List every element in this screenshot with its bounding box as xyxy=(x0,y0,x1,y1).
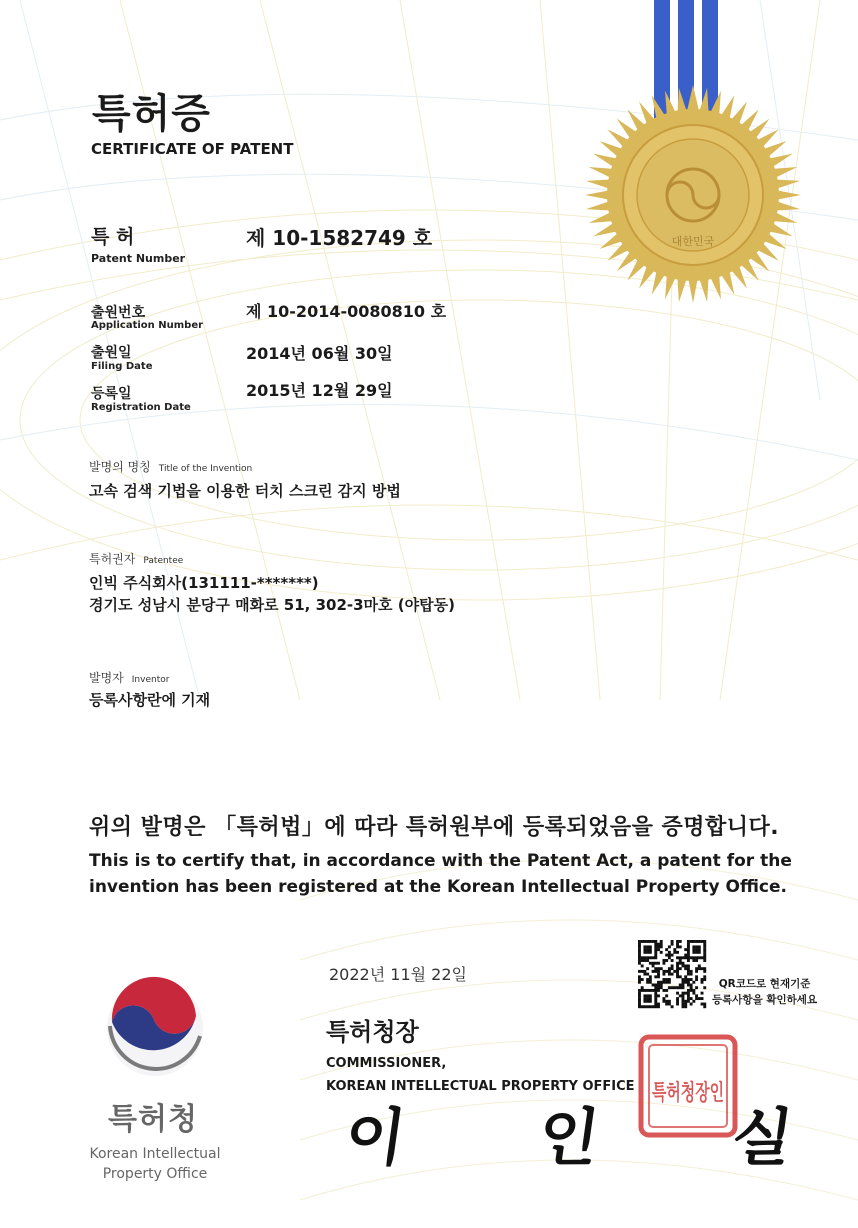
patentee-label xyxy=(89,550,183,567)
registration-date-label-en: Registration Date xyxy=(91,402,191,413)
application-number-value: 제 10-2014-0080810 호 xyxy=(246,302,447,321)
qr-note-line1: QR코드로 현재기준 xyxy=(718,978,811,990)
kipo-name-en xyxy=(82,1144,228,1184)
inventor-value: 등록사항란에 기재 xyxy=(89,691,211,709)
kipo-name-ko: 특허청 xyxy=(108,1102,198,1137)
issue-date: 2022년 11월 22일 xyxy=(329,965,467,984)
patent-number-value: 제 10-1582749 호 xyxy=(246,226,433,250)
kipo-taegeuk-logo xyxy=(104,976,206,1080)
invention-label xyxy=(89,458,252,475)
qr-note-line2: 등록사항을 확인하세요 xyxy=(712,994,818,1006)
registration-date-value: 2015년 12월 29일 xyxy=(246,381,393,400)
gold-medal-seal xyxy=(584,84,802,306)
qr-note xyxy=(712,976,817,1008)
certification-statement-en: This is to certify that, in accordance with the Patent Act, a patent for the invention has been registered at the Korean Intellectual Property Office. xyxy=(89,851,792,897)
commissioner-title-en-line1: COMMISSIONER, xyxy=(326,1056,447,1071)
filing-date-label-en: Filing Date xyxy=(91,361,153,372)
application-number-label-ko: 출원번호 xyxy=(91,305,146,321)
inventor-label xyxy=(89,669,169,686)
kipo-name-en-line2: Property Office xyxy=(102,1166,208,1182)
patentee-label-ko: 특허권자 xyxy=(89,552,136,566)
certification-statement-ko: 위의 발명은 「특허법」에 따라 특허원부에 등록되었음을 증명합니다. xyxy=(89,815,780,840)
invention-label-ko: 발명의 명칭 xyxy=(89,460,151,474)
invention-title: 고속 검색 기법을 이용한 터치 스크린 감지 방법 xyxy=(89,482,401,500)
inventor-label-ko: 발명자 xyxy=(89,671,124,685)
medal-text: 대한민국 xyxy=(671,235,715,248)
patentee-address: 경기도 성남시 분당구 매화로 51, 302-3마호 (야탑동) xyxy=(89,596,455,614)
certificate-title-ko: 특허증 xyxy=(92,91,211,137)
qr-code[interactable] xyxy=(638,940,706,1008)
patentee-label-en: Patentee xyxy=(143,556,184,566)
inventor-label-en: Inventor xyxy=(131,675,170,685)
patentee-name: 인빅 주식회사(131111-*******) xyxy=(89,574,319,592)
official-red-seal xyxy=(638,1034,738,1138)
seal-text: 특허청장인 xyxy=(652,1080,724,1106)
commissioner-title-en-line2: KOREAN INTELLECTUAL PROPERTY OFFICE xyxy=(326,1079,635,1094)
registration-date-label-ko: 등록일 xyxy=(91,386,132,402)
commissioner-title-ko: 특허청장 xyxy=(326,1018,419,1046)
filing-date-label-ko: 출원일 xyxy=(91,345,132,361)
certificate-title-en: CERTIFICATE OF PATENT xyxy=(91,140,294,158)
invention-label-en: Title of the Invention xyxy=(158,464,253,474)
patent-number-label-ko: 특 허 xyxy=(91,226,135,248)
application-number-label-en: Application Number xyxy=(91,320,204,331)
kipo-name-en-line1: Korean Intellectual xyxy=(89,1146,221,1162)
filing-date-value: 2014년 06월 30일 xyxy=(246,344,393,363)
commissioner-signature: 이 인 실 xyxy=(340,1101,854,1174)
patent-number-label-en: Patent Number xyxy=(91,252,186,265)
